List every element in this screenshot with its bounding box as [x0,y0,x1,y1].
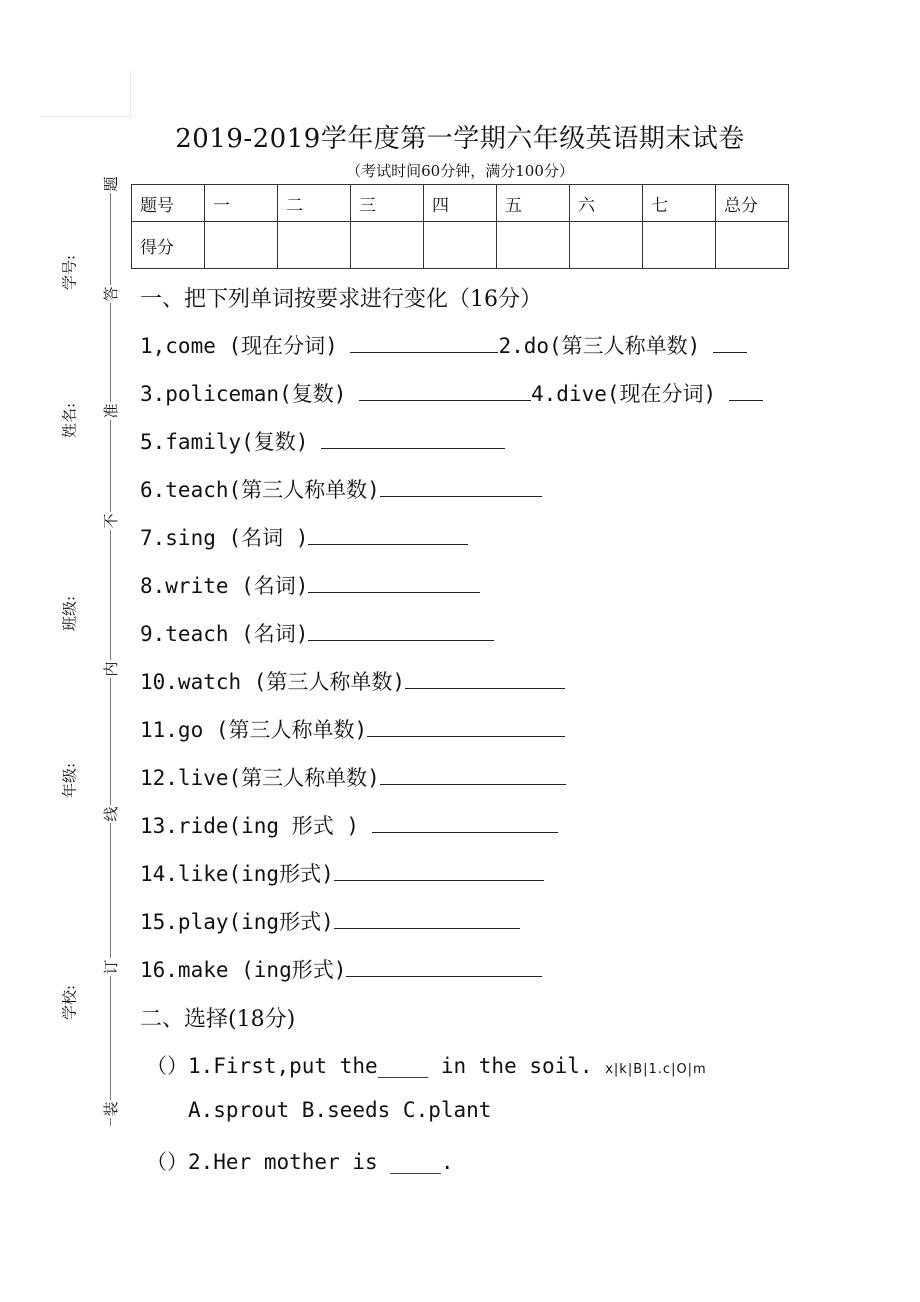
answer-blank[interactable] [372,814,558,833]
question-text: 12.live(第三人称单数) [140,766,380,790]
binding-char: 订 [102,959,120,975]
corner-mark [40,70,131,117]
score-header-row [132,185,789,222]
binding-line [110,176,111,1126]
score-cell[interactable] [570,222,643,269]
question-line [140,714,565,744]
binding-char: 答 [102,286,120,302]
answer-blank[interactable] [308,622,494,641]
question-text: 14.like(ing形式) [140,862,334,886]
watermark-text: x|k|B|1.c|O|m [605,1062,707,1077]
question-text: 5.family(复数) [140,430,322,454]
question-line [140,570,480,600]
question-text: 10.watch (第三人称单数) [140,670,406,694]
answer-blank[interactable] [367,718,565,737]
answer-blank[interactable] [380,478,542,497]
answer-blank[interactable] [350,334,498,353]
score-cell[interactable] [643,222,716,269]
answer-blank[interactable] [346,958,542,977]
score-cell[interactable] [424,222,497,269]
answer-blank[interactable] [380,766,566,785]
binding-char: 题 [102,176,120,192]
answer-blank[interactable] [405,670,565,689]
binding-char: 装 [102,1101,120,1117]
answer-blank[interactable] [713,334,747,353]
binding-char: 准 [102,403,120,419]
score-cell[interactable] [351,222,424,269]
answer-blank[interactable] [321,430,505,449]
table-cell: 题号 [132,185,205,222]
section2-heading: 二、选择(18分) [140,1007,296,1032]
options-line: A.sprout B.seeds C.plant [188,1098,492,1122]
question-text: 4.dive(现在分词) [531,382,729,406]
score-table [131,184,789,269]
section1-heading: 一、把下列单词按要求进行变化（16分） [140,287,542,312]
question-text: 2.do(第三人称单数) [498,334,713,358]
table-cell: 四 [424,185,497,222]
table-cell: 五 [497,185,570,222]
page-title: 2019-2019学年度第一学期六年级英语期末试卷 [175,124,745,154]
score-cell[interactable] [278,222,351,269]
table-cell: 一 [205,185,278,222]
answer-blank[interactable] [359,382,531,401]
question-text: 2.Her mother is ____. [188,1150,454,1174]
student-id-label: 学号: [60,254,79,291]
question-line [140,906,520,936]
name-label: 姓名: [60,402,79,439]
binding-char: 线 [102,806,120,822]
grade-label: 年级: [60,762,79,799]
answer-blank[interactable] [334,862,544,881]
question-line [146,1050,707,1080]
table-cell: 二 [278,185,351,222]
binding-char: 内 [102,661,120,677]
question-line [140,762,566,792]
question-text: 16.make (ing形式) [140,958,347,982]
question-line [140,522,468,552]
question-line [140,378,763,408]
score-cell[interactable] [205,222,278,269]
question-text: 8.write (名词) [140,574,309,598]
binding-char: 不 [102,513,120,529]
class-label: 班级: [60,595,79,632]
answer-blank[interactable] [308,526,468,545]
question-text: 13.ride(ing 形式 ) [140,814,372,838]
question-line [140,474,542,504]
question-text: 1.First,put the____ in the soil. [188,1054,593,1078]
question-line [140,618,494,648]
question-text: 11.go (第三人称单数) [140,718,368,742]
answer-blank[interactable] [334,910,520,929]
table-cell: 总分 [716,185,789,222]
question-line [140,330,747,360]
page-subtitle: （考试时间60分钟，满分100分） [346,162,574,180]
table-cell: 七 [643,185,716,222]
question-line [140,810,558,840]
answer-bracket[interactable]: （） [146,1054,188,1078]
question-line [140,954,542,984]
score-cell[interactable] [497,222,570,269]
score-cell[interactable] [716,222,789,269]
answer-blank[interactable] [729,382,763,401]
school-label: 学校: [60,984,79,1021]
question-line [140,426,505,456]
question-line [140,666,565,696]
question-text: 7.sing (名词 ) [140,526,309,550]
question-text: 1,come (现在分词) [140,334,351,358]
table-cell: 三 [351,185,424,222]
question-text: 9.teach (名词) [140,622,309,646]
answer-bracket[interactable]: （） [146,1150,188,1174]
question-text: 15.play(ing形式) [140,910,334,934]
score-row [132,222,789,269]
question-text: 6.teach(第三人称单数) [140,478,380,502]
question-line [140,858,544,888]
answer-blank[interactable] [308,574,480,593]
question-line [146,1146,454,1176]
table-cell: 得分 [132,222,205,269]
table-cell: 六 [570,185,643,222]
question-text: 3.policeman(复数) [140,382,360,406]
